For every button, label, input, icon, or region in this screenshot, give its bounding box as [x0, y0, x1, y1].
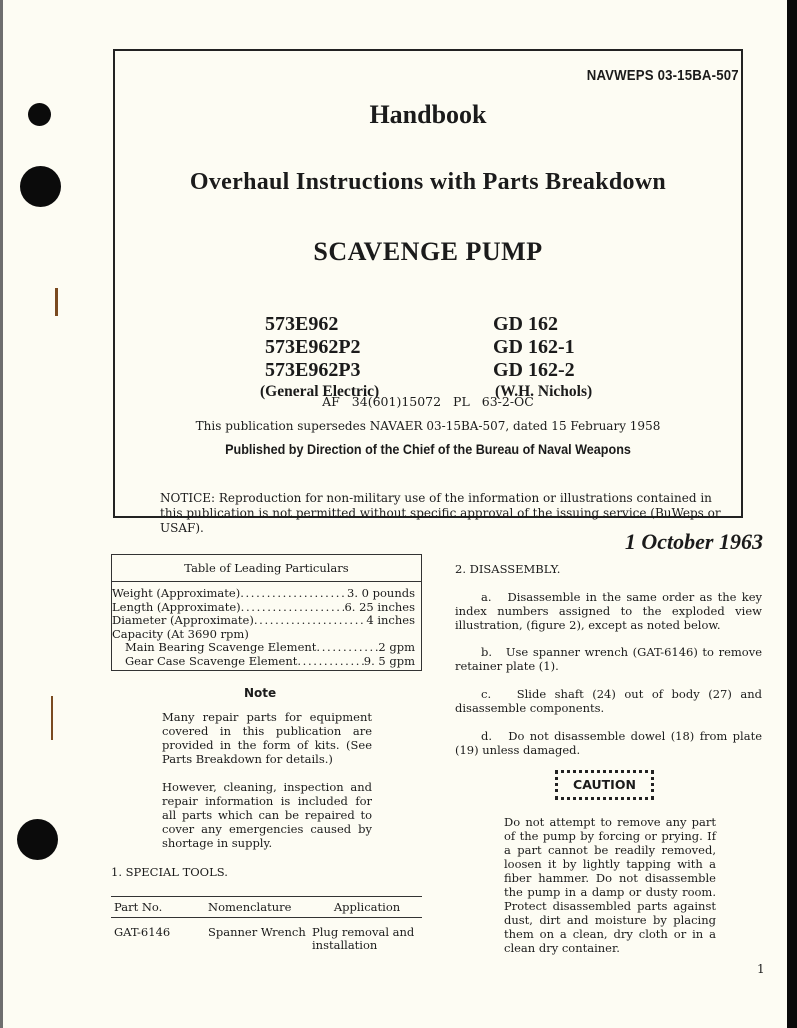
note-paragraph: However, cleaning, inspection and repair information is included for all parts which can be repaired to cover any emergencies caused by shortage in supply. [162, 780, 372, 850]
disassembly-step [455, 687, 762, 715]
row-label: Length (Approximate) [112, 600, 241, 614]
table-header [111, 896, 422, 918]
note-paragraph: Many repair parts for equipment covered in this publication are provided in the form of kits. (See Parts Breakdown for details.) [162, 710, 372, 766]
staple-mark [51, 696, 53, 740]
supersedes-notice: This publication supersedes NAVAER 03-15BA-507, dated 15 February 1958 [195, 419, 661, 433]
table-row [112, 587, 421, 601]
part-number: 573E962P3 [265, 359, 361, 381]
row-value: 2 gpm [378, 641, 415, 654]
wh-part-numbers [493, 313, 575, 382]
manufacturer-wh: (W.H. Nichols) [495, 383, 593, 400]
disassembly-heading: 2. DISASSEMBLY. [455, 562, 561, 576]
table-row [112, 628, 421, 642]
row-value: 6. 25 inches [344, 600, 415, 614]
step-letter: c. [481, 687, 492, 701]
table-row [112, 614, 421, 628]
table-row [112, 601, 421, 615]
part-number: GD 162 [493, 313, 558, 335]
disassembly-step [455, 729, 762, 757]
step-letter: b. [481, 645, 493, 659]
part-number: 573E962P2 [265, 336, 361, 358]
row-value: 9. 5 gpm [363, 654, 415, 668]
row-label: Main Bearing Scavenge Element [125, 641, 317, 654]
page-edge-right [787, 0, 797, 1028]
table-row [111, 918, 422, 952]
binder-hole [20, 166, 61, 207]
title-block [113, 49, 743, 535]
step-text: Do not disassemble dowel (18) from plate (19) unless damaged. [455, 729, 763, 757]
special-tools-heading: 1. SPECIAL TOOLS. [111, 865, 228, 879]
published-by: Published by Direction of the Chief of the Bureau of Naval Weapons [225, 441, 631, 457]
caution-text: Do not attempt to remove any part of the pump by forcing or prying. If a part cannot be readily removed, loosen it by lightly tapping with a fiber hammer. Do not disassemble the pump in a damp or dusty room. Protect disassembled parts against dust, dirt and moisture by placing them on a clean, dry cloth or in a clean dry container. [504, 815, 716, 955]
row-value: 4 inches [366, 614, 415, 627]
column-header: Application [333, 900, 401, 914]
staple-mark [55, 288, 58, 316]
column-header: Part No. [114, 900, 163, 914]
page-edge-left [0, 0, 3, 1028]
contract-number: AF 34(601)15072 PL 63-2-OC [322, 394, 534, 409]
reproduction-notice: NOTICE: Reproduction for non-military use of the information or illustrations contained in this publication is not permitted without specific approval of the issuing service (BuWeps or USAF). [160, 491, 721, 535]
part-number: GD 162-1 [493, 336, 575, 358]
publication-date: 1 October 1963 [624, 529, 763, 554]
step-text: Slide shaft (24) out of body (27) and disassemble components. [455, 687, 762, 715]
table-title: Table of Leading Particulars [112, 555, 421, 582]
step-text: Disassemble in the same order as the key index numbers assigned to the exploded view illustration, (figure 2), except as noted below. [455, 590, 763, 632]
part-number: 573E962 [265, 313, 339, 335]
manufacturer-ge: (General Electric) [260, 383, 380, 400]
page-number: 1 [757, 962, 765, 976]
step-letter: a. [481, 590, 492, 604]
handbook-title: Handbook [369, 100, 487, 129]
table-row [112, 655, 421, 669]
disassembly-step [455, 645, 762, 673]
disassembly-step [455, 590, 762, 632]
column-header: Nomenclature [208, 900, 292, 914]
ge-part-numbers [265, 313, 361, 382]
nomenclature-cell: Spanner Wrench [208, 925, 306, 939]
document-subtitle: Overhaul Instructions with Parts Breakdown [189, 169, 667, 195]
table-row [112, 641, 421, 655]
row-label: Gear Case Scavenge Element [125, 654, 298, 668]
leading-particulars-table [111, 554, 422, 671]
special-tools-table [111, 896, 422, 952]
caution-label: CAUTION [555, 770, 654, 800]
equipment-title: SCAVENGE PUMP [313, 237, 543, 266]
row-label: Weight (Approximate) [112, 587, 241, 600]
row-label: Capacity (At 3690 rpm) [112, 627, 249, 641]
row-label: Diameter (Approximate) [112, 614, 254, 627]
binder-hole [28, 103, 51, 126]
application-cell: Plug removal and installation [312, 925, 415, 952]
part-no-cell: GAT-6146 [114, 925, 171, 939]
binder-hole [17, 819, 58, 860]
part-number: GD 162-2 [493, 359, 575, 381]
row-value: 3. 0 pounds [347, 587, 415, 600]
note-heading: Note [244, 686, 277, 700]
doc-number: NAVWEPS 03-15BA-507 [586, 67, 739, 84]
step-text: Use spanner wrench (GAT-6146) to remove retainer plate (1). [455, 645, 763, 673]
step-letter: d. [481, 729, 493, 743]
